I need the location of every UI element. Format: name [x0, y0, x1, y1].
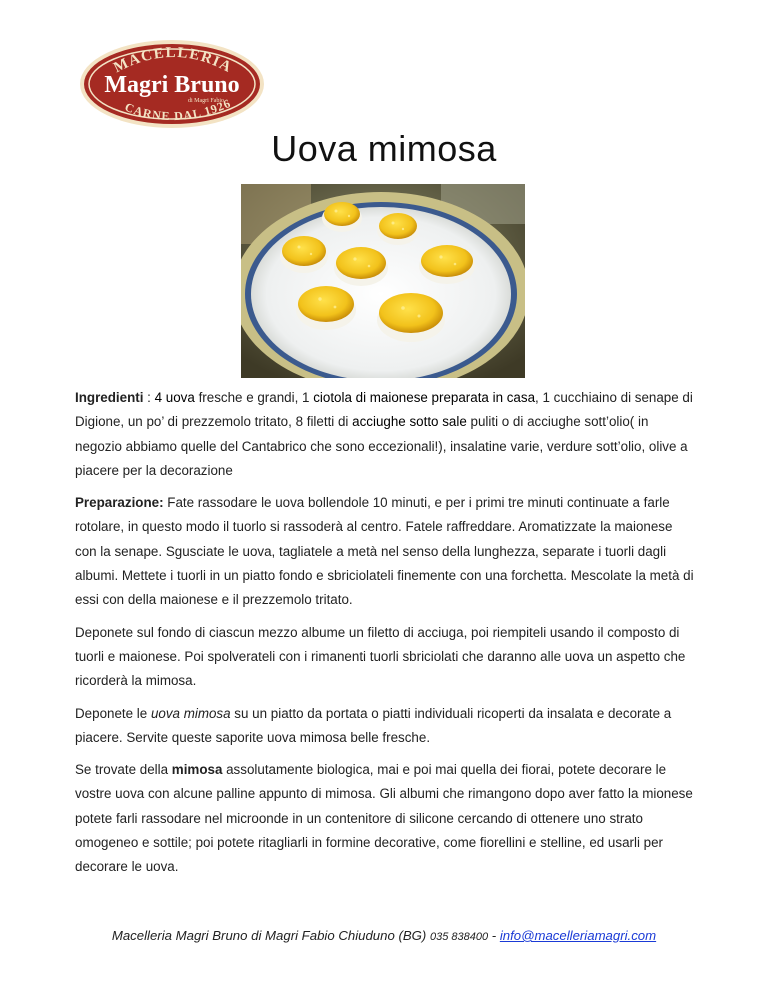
decoration-text: assolutamente biologica, mai e poi mai quella dei fiorai, potete decorare le vostre uova con alcune palline appunto di mimosa. Gli albumi che rimangono dopo aver fatto la mionese potete farli rassodare nel microonde in un contenitore di silicone cercando di ottenere uno strato omogeneo e sottile; poi potete ritagliarli in formine decorative, come fiorellini e stelline, ed usarli per decorare le uova. [75, 762, 693, 875]
ingredients-text: fresche e grandi, 1 [194, 390, 314, 405]
logo-emblem [78, 38, 268, 130]
serving-emphasis: uova mimosa [150, 705, 231, 721]
footer-dash: - [488, 928, 500, 943]
preparation-text: Fate rassodare le uova bollendole 10 minuti, e per i primi tre minuti continuate a farle rotolare, in questo modo il tuorlo si rassoderà al centro. Fatele raffreddare. Aromatizzate la maionese con la senape. Sgusciate le uova, tagliatele a metà nel senso della lunghezza, separate i tuorli dagli albumi. Mettete i tuorli in un piatto fondo e sbriciolateli finemente con una forchetta. Mescolate la metà di essi con della maionese e il prezzemolo tritato. [75, 495, 694, 608]
logo-top-text: MACELLERIA [111, 44, 235, 77]
ingredients-anchovies: acciughe sotto sale [352, 414, 467, 430]
footer-phone: 035 838400 [429, 931, 489, 943]
page-title: Uova mimosa [271, 128, 497, 169]
recipe-photo [241, 184, 525, 378]
serving-text: su un piatto da portata o piatti individuali ricoperti da insalata e decorate a piacere. Servite queste saporite uova mimosa belle fresche. [75, 705, 672, 745]
recipe-content [75, 386, 695, 888]
decoration-mimosa: mimosa [171, 762, 223, 778]
ingredients-eggs: 4 uova [154, 390, 195, 405]
footer-email-link[interactable]: info@macelleriamagri.com [499, 928, 657, 943]
uova-mimosa-photo [241, 184, 525, 378]
ingredients-sep: : [143, 390, 155, 405]
logo-sub-text: di Magri Fabio [188, 98, 224, 104]
ingredients-text: puliti o di acciughe sott’olio( in negozio abbiamo quelle del Cantabrico che sono eccezionali!), insalatine varie, verdure sott’olio, olive a piacere per la decorazione [75, 414, 688, 478]
footer [0, 928, 768, 943]
filling-paragraph: Deponete sul fondo di ciascun mezzo albume un filetto di acciuga, poi riempiteli usando il composto di tuorli e maionese. Poi spolverateli con i rimanenti tuorli sbriciolati che daranno alle uova un aspetto che ricorderà la mimosa. [75, 624, 686, 689]
decoration-paragraph [75, 758, 695, 879]
preparation-paragraph [75, 491, 695, 612]
footer-text: Macelleria Magri Bruno di Magri Fabio Chiuduno (BG) [111, 928, 430, 943]
logo-bottom-text: CARNE DAL 1926 [122, 95, 234, 124]
decoration-text: Se trovate della [75, 762, 172, 778]
logo-main-text: Magri Bruno [104, 72, 240, 98]
ingredients-mayo: ciotola di maionese preparata in casa [313, 390, 536, 405]
serving-text: Deponete le [75, 705, 151, 721]
preparation-label: Preparazione: [75, 495, 164, 511]
ingredients-paragraph [75, 386, 695, 483]
ingredients-label: Ingredienti [75, 390, 144, 405]
ingredients-text: , 1 cucchiaino di senape di Digione, un po’ di prezzemolo tritato, 8 filetti di [75, 390, 693, 430]
logo [78, 38, 268, 130]
serving-paragraph [75, 702, 695, 751]
